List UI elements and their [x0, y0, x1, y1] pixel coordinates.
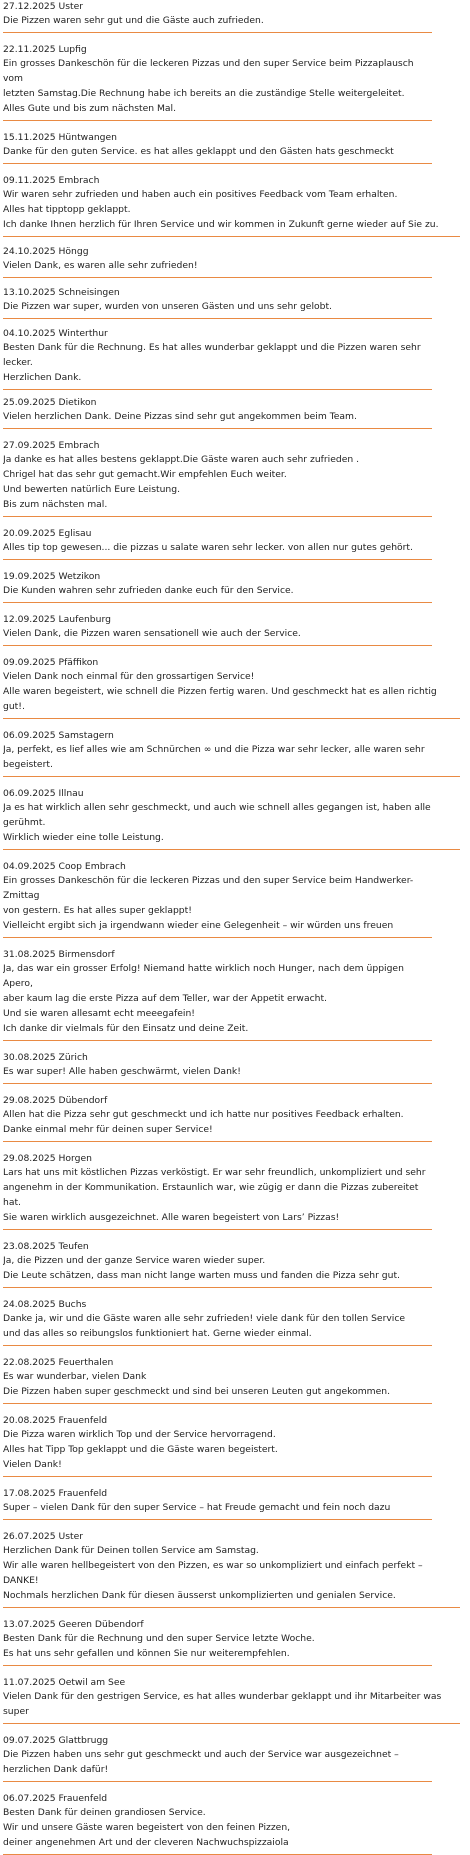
testimonial-text: Danke ja, wir und die Gäste waren alle sehr zufrieden! viele dank für den tollen Service und das alles so reibungslos funktioniert hat. Gerne wieder einmal. [3, 1313, 406, 1339]
testimonial-text: Vielen Dank noch einmal für den grossartigen Service! Alle waren begeistert, wie schnell die Pizzen fertig waren. Und geschmeckt hat es allen richtig gut!. [3, 671, 437, 712]
testimonial-date-location: 09.11.2025 Embrach [3, 175, 100, 186]
testimonial-entry [3, 729, 460, 777]
testimonial-text: Die Pizzen war super, wurden von unseren Gästen und uns sehr gelobt. [3, 301, 332, 312]
testimonial-text: Besten Dank für deinen grandiosen Service. Wir und unsere Gäste waren begeistert von den feinen Pizzen, deiner angenehmen Art und der cleveren Nachwuchspizzaiola [3, 1807, 291, 1848]
testimonial-date-location: 29.08.2025 Horgen [3, 1153, 92, 1164]
testimonial-entry [3, 43, 432, 121]
testimonial-text: Ja danke es hat alles bestens geklappt.Die Gäste waren auch sehr zufrieden . Chrigel hat das sehr gut gemacht.Wir empfehlen Euch weiter. Und bewerten natürlich Eure Leistung. Bis zum nächsten mal. [3, 454, 360, 510]
testimonial-entry [3, 174, 460, 237]
testimonial-date-location: 23.08.2025 Teufen [3, 1241, 89, 1252]
testimonial-date-location: 27.12.2025 Uster [3, 1, 84, 12]
testimonial-text: Allen hat die Pizza sehr gut geschmeckt und ich hatte nur positives Feedback erhalten. Danke einmal mehr für deinen super Service! [3, 1109, 404, 1135]
testimonial-date-location: 31.08.2025 Birmensdorf [3, 949, 115, 960]
testimonial-entry [3, 286, 432, 319]
testimonial-text: Alles tip top gewesen... die pizzas u salate waren sehr lecker. von allen nur gutes gehört. [3, 542, 413, 553]
testimonial-entry [3, 948, 432, 1041]
testimonial-text: Vielen Dank, es waren alle sehr zufrieden! [3, 260, 198, 271]
testimonial-text: Besten Dank für die Rechnung und den super Service letzte Woche. Es hat uns sehr gefallen und können Sie nur weiterempfehlen. [3, 1633, 315, 1659]
testimonial-entry [3, 245, 432, 278]
testimonial-entry [3, 131, 432, 164]
testimonial-text: Besten Dank für die Rechnung. Es hat alles wunderbar geklappt und die Pizzen waren sehr lecker. Herzlichen Dank. [3, 342, 421, 383]
testimonial-text: Die Pizzen haben uns sehr gut geschmeckt und auch der Service war ausgezeichnet – herzlichen Dank dafür! [3, 1749, 399, 1775]
testimonial-date-location: 29.08.2025 Dübendorf [3, 1095, 108, 1106]
testimonial-entry [3, 787, 460, 850]
testimonial-date-location: 30.08.2025 Zürich [3, 1052, 88, 1063]
testimonial-text: Ja, das war ein grosser Erfolg! Niemand hatte wirklich noch Hunger, nach dem üppigen Apero, aber kaum lag die erste Pizza auf dem Teller, war der Appetit erwacht. Und sie waren allesamt echt meeegafein! Ich danke dir vielmals für den Einsatz und deine Zeit. [3, 963, 404, 1034]
testimonial-date-location: 12.09.2025 Laufenburg [3, 614, 111, 625]
testimonial-entry [3, 1152, 432, 1230]
testimonial-text: Ein grosses Dankeschön für die leckeren Pizzas und den super Service beim Pizzaplausch vom letzten Samstag.Die Rechnung habe ich bereits an die zuständige Stelle weitergeleitet. Alles Gute und bis zum nächsten Mal. [3, 58, 414, 114]
testimonial-date-location: 13.10.2025 Schneisingen [3, 287, 120, 298]
testimonial-text: Ja, die Pizzen und der ganze Service waren wieder super. Die Leute schätzen, dass man nicht lange warten muss und fanden die Pizza sehr gut. [3, 1255, 400, 1281]
testimonial-entry [3, 327, 432, 390]
testimonial-date-location: 15.11.2025 Hüntwangen [3, 132, 117, 143]
testimonial-entry [3, 1618, 432, 1666]
testimonial-text: Vielen Dank, die Pizzen waren sensationell wie auch der Service. [3, 628, 301, 639]
testimonial-text: Die Kunden wahren sehr zufrieden danke euch für den Service. [3, 585, 294, 596]
testimonial-date-location: 24.10.2025 Höngg [3, 246, 89, 257]
testimonial-text: Vielen Dank für den gestrigen Service, es hat alles wunderbar geklappt und ihr Mitarbeiter was super [3, 1691, 442, 1717]
testimonial-text: Die Pizzen waren sehr gut und die Gäste auch zufrieden. [3, 15, 264, 26]
testimonial-entry [3, 1094, 432, 1142]
testimonial-entry [3, 1051, 432, 1084]
testimonial-date-location: 22.11.2025 Lupfig [3, 44, 87, 55]
testimonial-entry [3, 1298, 432, 1346]
testimonial-date-location: 20.08.2025 Frauenfeld [3, 1415, 108, 1426]
testimonial-date-location: 09.07.2025 Glattbrugg [3, 1735, 109, 1746]
testimonial-entry [3, 1792, 432, 1855]
testimonial-date-location: 22.08.2025 Feuerthalen [3, 1357, 114, 1368]
testimonial-entry [3, 396, 432, 429]
testimonial-entry [3, 0, 432, 33]
testimonial-date-location: 09.09.2025 Pfäffikon [3, 657, 99, 668]
testimonial-entry [3, 860, 432, 938]
testimonial-date-location: 25.09.2025 Dietikon [3, 397, 97, 408]
testimonial-text: Super – vielen Dank für den super Service – hat Freude gemacht und fein noch dazu [3, 1502, 391, 1513]
testimonial-entry [3, 439, 432, 517]
testimonial-text: Herzlichen Dank für Deinen tollen Service am Samstag. Wir alle waren hellbegeistert von den Pizzen, es war so unkompliziert und einfach perfekt – DANKE! Nochmals herzlichen Dank für diesen äusserst unkomplizierten und genialen Service. [3, 1545, 423, 1601]
testimonial-entry [3, 1356, 432, 1404]
testimonial-entry [3, 1734, 432, 1782]
testimonial-text: Es war super! Alle haben geschwärmt, vielen Dank! [3, 1066, 241, 1077]
testimonial-date-location: 04.09.2025 Coop Embrach [3, 861, 126, 872]
testimonial-date-location: 26.07.2025 Uster [3, 1531, 84, 1542]
testimonial-date-location: 06.09.2025 Samstagern [3, 730, 114, 741]
testimonial-entry [3, 1676, 460, 1724]
testimonial-text: Ja es hat wirklich allen sehr geschmeckt, und auch wie schnell alles gegangen ist, haben alle gerühmt. Wirklich wieder eine tolle Leistung. [3, 802, 431, 843]
testimonial-date-location: 20.09.2025 Eglisau [3, 528, 92, 539]
testimonial-entry [3, 570, 432, 603]
testimonial-date-location: 13.07.2025 Geeren Dübendorf [3, 1619, 144, 1630]
testimonial-date-location: 11.07.2025 Oetwil am See [3, 1677, 126, 1688]
testimonial-text: Es war wunderbar, vielen Dank Die Pizzen haben super geschmeckt und sind bei unseren Leuten gut angekommen. [3, 1371, 391, 1397]
testimonial-text: Die Pizza waren wirklich Top und der Service hervorragend. Alles hat Tipp Top geklappt und die Gäste waren begeistert. Vielen Dank! [3, 1429, 278, 1470]
testimonial-text: Lars hat uns mit köstlichen Pizzas verköstigt. Er war sehr freundlich, unkompliziert und sehr angenehm in der Kommunikation. Erstaunlich war, wie zügig er dann die Pizzas zubereitet hat. Sie waren wirklich ausgezeichnet. Alle waren begeistert von Lars’ Pizzas! [3, 1167, 426, 1223]
testimonial-entry [3, 1414, 432, 1477]
testimonial-entry [3, 1530, 460, 1608]
testimonial-date-location: 06.09.2025 Illnau [3, 788, 84, 799]
testimonial-date-location: 27.09.2025 Embrach [3, 440, 100, 451]
testimonial-date-location: 24.08.2025 Buchs [3, 1299, 87, 1310]
testimonial-date-location: 17.08.2025 Frauenfeld [3, 1488, 108, 1499]
testimonial-entry [3, 1240, 432, 1288]
testimonial-entry [3, 613, 432, 646]
testimonial-date-location: 04.10.2025 Winterthur [3, 328, 108, 339]
testimonial-date-location: 06.07.2025 Frauenfeld [3, 1793, 108, 1804]
testimonial-entry [3, 1487, 432, 1520]
testimonial-text: Danke für den guten Service. es hat alles geklappt und den Gästen hats geschmeckt [3, 146, 394, 157]
testimonial-entry [3, 527, 432, 560]
testimonial-date-location: 19.09.2025 Wetzikon [3, 571, 101, 582]
testimonial-entry [3, 656, 460, 719]
testimonial-text: Ein grosses Dankeschön für die leckeren Pizzas und den super Service beim Handwerker-Zmittag von gestern. Es hat alles super geklappt! Vielleicht ergibt sich ja irgendwann wieder eine Gelegenheit – wir würden uns freuen [3, 875, 414, 931]
testimonial-text: Ja, perfekt, es lief alles wie am Schnürchen ∞ und die Pizza war sehr lecker, alle waren sehr begeistert. [3, 744, 425, 770]
testimonial-text: Vielen herzlichen Dank. Deine Pizzas sind sehr gut angekommen beim Team. [3, 411, 357, 422]
testimonial-text: Wir waren sehr zufrieden und haben auch ein positives Feedback vom Team erhalten. Alles hat tipptopp geklappt. Ich danke Ihnen herzlich für Ihren Service und wir kommen in Zukunft gerne wieder auf Sie zu. [3, 189, 439, 230]
